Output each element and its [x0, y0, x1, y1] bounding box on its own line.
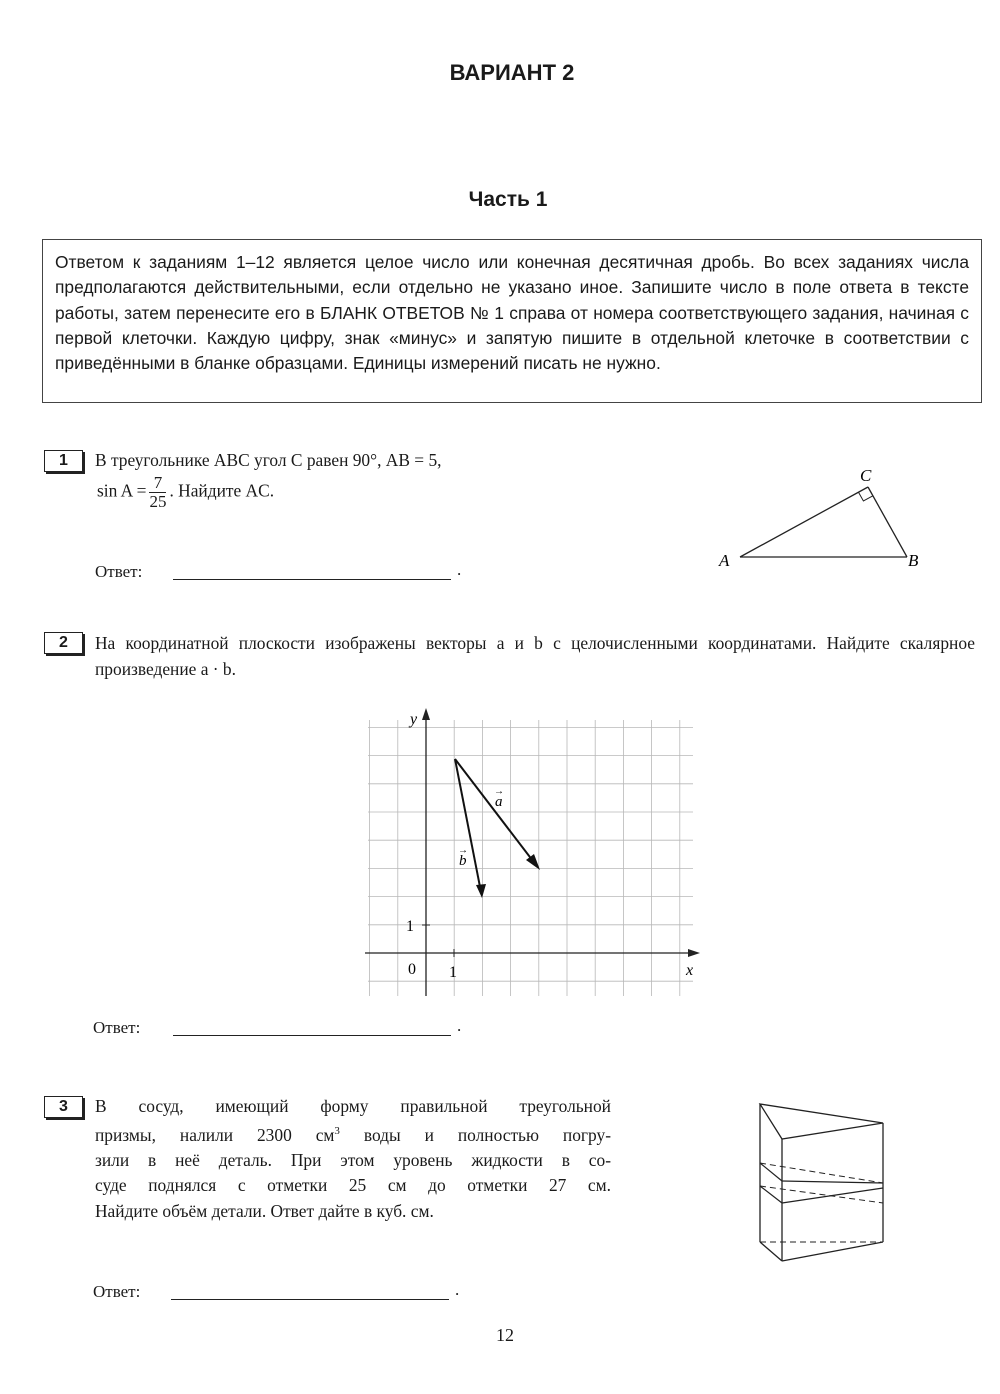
- task-1-formula: [97, 474, 274, 511]
- task-3-line5: Найдите объём детали. Ответ дайте в куб. см.: [95, 1200, 434, 1221]
- task-3-text: [95, 1094, 611, 1224]
- task-3-line3: зили в неё деталь. При этом уровень жидкости в со-: [95, 1150, 611, 1171]
- right-angle-mark: [859, 492, 873, 501]
- triangle-side-cb: [868, 487, 907, 557]
- instructions-box: Ответом к заданиям 1–12 является целое число или конечная десятичная дробь. Во всех заданиях числа предполагаются действительными, если отдельно не указано иное. Запишите число в поле ответа в тексте работы, затем перенесите его в БЛАНК ОТВЕТОВ № 1 справа от номера соответствующего задания, начиная с первой клеточки. Каждую цифру, знак «минус» и запятую пишите в отдельной клеточке в соответствии с приведёнными в бланке образцами. Единицы измерений писать не нужно.: [42, 239, 982, 403]
- vector-b: [455, 759, 481, 892]
- vertex-c-label: C: [860, 466, 872, 485]
- y-one-label: 1: [406, 918, 414, 935]
- origin-label: 0: [408, 961, 416, 978]
- triangle-side-ac: [740, 487, 868, 557]
- task-2-text: На координатной плоскости изображены векторы a и b с целочисленными координатами. Найдите скалярное произведение a · b.: [95, 633, 975, 679]
- prism-figure: [740, 1095, 900, 1275]
- task-1-sin-prefix: sin A =: [97, 480, 147, 501]
- vector-a-label: a: [495, 794, 503, 810]
- variant-title: ВАРИАНТ 2: [449, 60, 575, 85]
- vector-b-head: [476, 884, 486, 898]
- prism-top-face: [760, 1104, 883, 1139]
- task-3-line2: призмы, налили 2300 $см^3$ воды и полностью погру-: [95, 1125, 611, 1145]
- level-2-front-left: [760, 1186, 782, 1203]
- fraction-denominator: 25: [149, 492, 167, 511]
- vector-b-label: b: [459, 853, 467, 869]
- prism-bottom-front-left: [760, 1242, 782, 1261]
- task-3-line4: суде поднялся с отметки 25 см до отметки 27 см.: [95, 1175, 611, 1196]
- answer-line[interactable]: [173, 1035, 451, 1036]
- x-axis-arrow: [688, 949, 700, 957]
- task-3-line1: В сосуд, имеющий форму правильной треугольной: [95, 1096, 611, 1116]
- axis-y-label: y: [410, 711, 418, 728]
- task-1-text: [95, 447, 442, 473]
- fraction-numerator: 7: [149, 474, 166, 493]
- vector-plot: [360, 700, 710, 1010]
- task-3-number: 3: [44, 1096, 83, 1118]
- prism-bottom-front-right: [782, 1242, 883, 1261]
- level-1-front-right: [782, 1181, 883, 1183]
- answer-line[interactable]: [171, 1299, 449, 1300]
- task-1-line1: В треугольнике ABC угол C равен 90°, AB = 5,: [95, 450, 442, 470]
- page-number: 12: [496, 1325, 514, 1345]
- task-3-answer: Ответ: .: [93, 1280, 460, 1301]
- answer-label: Ответ:: [93, 1018, 141, 1037]
- task-1-suffix: . Найдите AC.: [169, 480, 275, 501]
- task-1-number: 1: [44, 450, 83, 472]
- part-title: Часть 1: [468, 188, 548, 211]
- axis-x-label: x: [686, 962, 694, 979]
- task-1-fraction: [149, 474, 166, 511]
- svg-text:→: →: [494, 786, 504, 797]
- vector-a-head: [526, 854, 540, 870]
- y-axis-arrow: [422, 708, 430, 720]
- task-2-number: 2: [44, 632, 83, 654]
- task-1-answer: Ответ: .: [95, 560, 462, 581]
- level-1-front-left: [760, 1163, 782, 1181]
- task-2-answer: Ответ: .: [93, 1016, 462, 1037]
- level-2-front-right: [782, 1188, 883, 1203]
- answer-label: Ответ:: [93, 1282, 141, 1301]
- x-one-label: 1: [449, 964, 457, 981]
- vertex-b-label: B: [908, 551, 919, 570]
- triangle-figure: [700, 460, 940, 580]
- answer-line[interactable]: [173, 579, 451, 580]
- level-1-back: [760, 1163, 883, 1183]
- svg-text:→: →: [458, 845, 468, 856]
- vertex-a-label: A: [719, 551, 730, 570]
- answer-label: Ответ:: [95, 562, 143, 581]
